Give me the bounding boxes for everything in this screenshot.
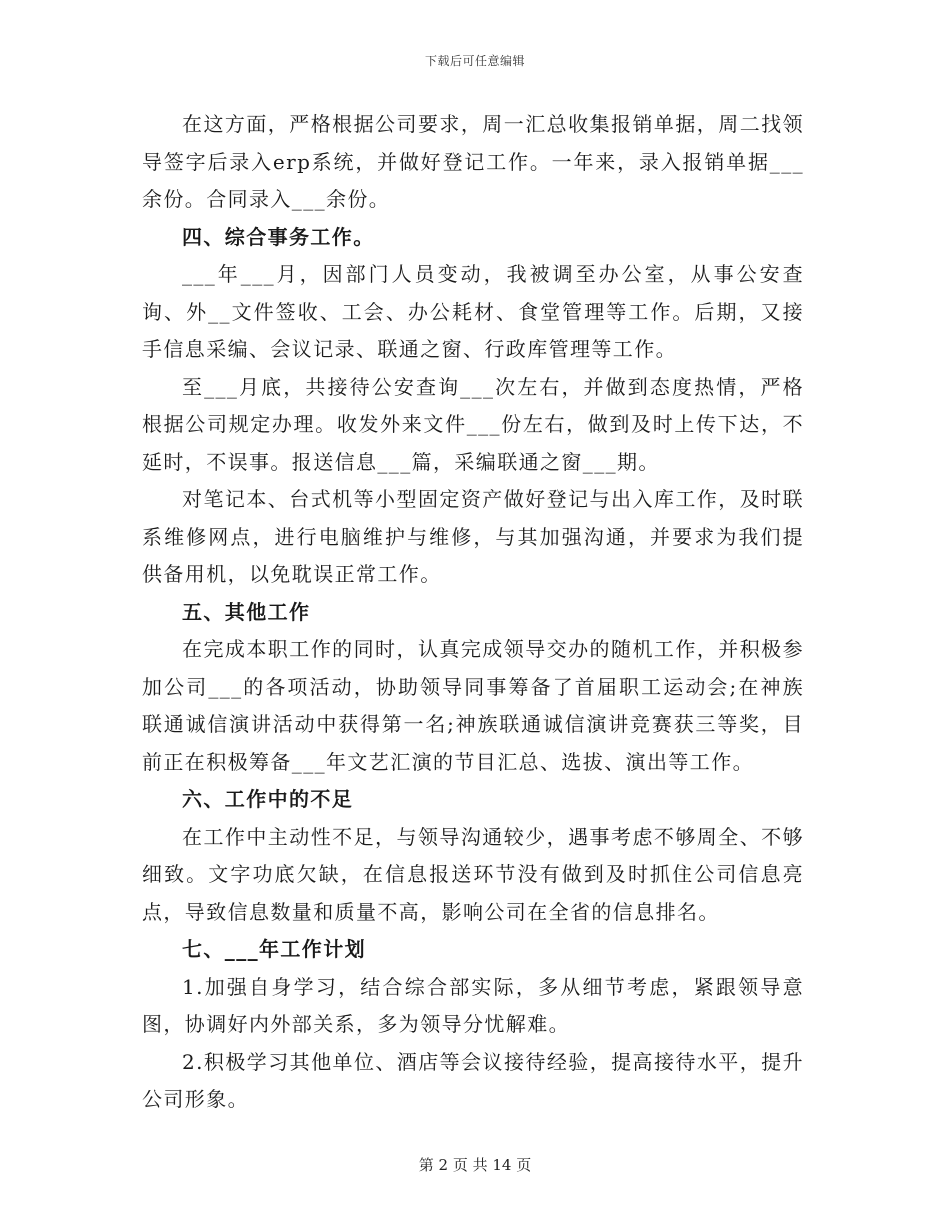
section-heading-shortcomings: 六、工作中的不足 (182, 787, 354, 811)
paragraph-plan-item-2: 2.积极学习其他单位、酒店等会议接待经验，提高接待水平，提升公司形象。 (142, 1049, 804, 1111)
paragraph-activities: 在完成本职工作的同时，认真完成领导交办的随机工作，并积极参加公司___的各项活动，协助领导同事筹备了首届职工运动会;在神族联通诚信演讲活动中获得第一名;神族联通诚信演讲竞赛获三等奖，目前正在积极筹备___年文艺汇演的节目汇总、选拔、演出等工作。 (142, 637, 804, 774)
paragraph-plan-item-1: 1.加强自身学习，结合综合部实际，多从细节考虑，紧跟领导意图，协调好内外部关系，多为领导分忧解难。 (142, 974, 804, 1036)
section-heading-work-plan: 七、___年工作计划 (182, 937, 366, 961)
section-heading-general-affairs: 四、综合事务工作。 (182, 224, 375, 249)
section-heading-other-work: 五、其他工作 (182, 599, 311, 624)
document-body (142, 106, 804, 1119)
paragraph-statistics: 至___月底，共接待公安查询___次左右，并做到态度热情，严格根据公司规定办理。收发外来文件___份左右，做到及时上传下达，不延时，不误事。报送信息___篇，采编联通之窗___期。 (142, 374, 804, 474)
paragraph-shortcomings: 在工作中主动性不足，与领导沟通较少，遇事考虑不够周全、不够细致。文字功底欠缺，在信息报送环节没有做到及时抓住公司信息亮点，导致信息数量和质量不高，影响公司在全省的信息排名。 (142, 824, 804, 924)
page-number: 第 2 页 共 14 页 (418, 1156, 532, 1174)
paragraph-fixed-assets: 对笔记本、台式机等小型固定资产做好登记与出入库工作，及时联系维修网点，进行电脑维护与维修，与其加强沟通，并要求为我们提供备用机，以免耽误正常工作。 (142, 487, 804, 586)
paragraph-office-transfer: ___年___月，因部门人员变动，我被调至办公室，从事公安查询、外__文件签收、工会、办公耗材、食堂管理等工作。后期，又接手信息采编、会议记录、联通之窗、行政库管理等工作。 (142, 262, 804, 361)
paragraph-reimbursement: 在这方面，严格根据公司要求，周一汇总收集报销单据，周二找领导签字后录入erp系统，并做好登记工作。一年来，录入报销单据___余份。合同录入___余份。 (142, 112, 804, 211)
download-note: 下载后可任意编辑 (424, 54, 525, 68)
